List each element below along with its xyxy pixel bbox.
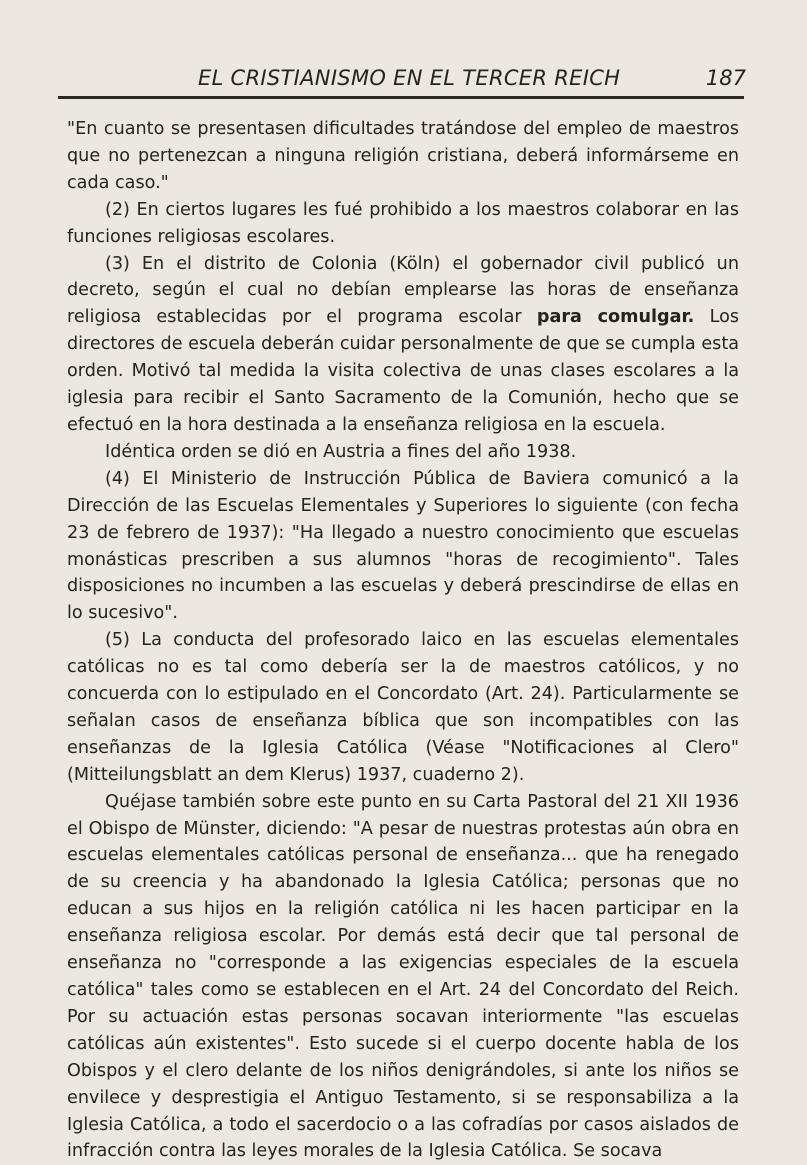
- paragraph-3: [67, 251, 739, 439]
- body-text: [67, 116, 739, 1165]
- running-title: EL CRISTIANISMO EN EL TERCER REICH: [198, 66, 621, 90]
- page-number: 187: [705, 66, 746, 90]
- header-rule: [58, 96, 744, 99]
- paragraph-quote-end: "En cuanto se presentasen dificultades tratándose del empleo de maestros que no pertenezcan a ninguna religión cristiana, deberá informárseme en cada caso.": [67, 119, 739, 193]
- paragraph-3-emphasis: para comulgar.: [536, 307, 695, 328]
- paragraph-3-text-a: (3) En el distrito de Colonia (Köln) el gobernador civil publicó un decreto, según el cual no debían emplearse las horas de enseñanza religiosa establecidas por el programa escolar: [67, 253, 739, 328]
- paragraph-4: (4) El Ministerio de Instrucción Pública de Baviera comunicó a la Dirección de las Escuelas Elementales y Superiores lo siguiente (con fecha 23 de febrero de 1937): "Ha llegado a nuestro conocimiento que escuelas monásticas prescriben a sus alumnos "horas de recogimiento". Tales disposiciones no incumben a las escuelas y deberá prescindirse de ellas en lo sucesivo".: [67, 468, 739, 624]
- paragraph-pastoral-letter: Quéjase también sobre este punto en su Carta Pastoral del 21 XII 1936 el Obispo de Münster, diciendo: "A pesar de nuestras protestas aún obra en escuelas elementales católicas personal de enseñanza... que ha renegado de su creencia y ha abandonado la Iglesia Católica; personas que no educan a sus hijos en la religión católica ni les hacen participar en la enseñanza religiosa escolar. Por demás está decir que tal personal de enseñanza no "corresponde a las exigencias especiales de la escuela católica" tales como se establecen en el Art. 24 del Concordato del Reich. Por su actuación estas personas socavan interiormente "las escuelas católicas aún existentes". Esto sucede si el cuerpo docente habla de los Obispos y el clero delante de los niños denigrándoles, si ante los niños se envilece y desprestigia el Antiguo Testamento, si se responsabiliza a la Iglesia Católica, a todo el sacerdocio o a las cofradías por casos aislados de infracción contra las leyes morales de la Iglesia Católica. Se socava: [67, 791, 739, 1162]
- paragraph-2: (2) En ciertos lugares les fué prohibido a los maestros colaborar en las funciones religiosas escolares.: [67, 199, 739, 247]
- page-header: [58, 58, 748, 98]
- paragraph-austria: Idéntica orden se dió en Austria a fines del año 1938.: [105, 441, 577, 462]
- paragraph-5: (5) La conducta del profesorado laico en las escuelas elementales católicas no es tal como debería ser la de maestros católicos, y no concuerda con lo estipulado en el Concordato (Art. 24). Particularmente se señalan casos de enseñanza bíblica que son incompatibles con las enseñanzas de la Iglesia Católica (Véase "Notificaciones al Clero" (Mitteilungsblatt an dem Klerus) 1937, cuaderno 2).: [67, 630, 739, 785]
- paragraph-3-text-b: Los directores de escuela deberán cuidar personalmente de que se cumpla esta orden. Motivó tal medida la visita colectiva de unas clases escolares a la iglesia para recibir el Santo Sacramento de la Comunión, hecho que se efectuó en la hora destinada a la enseñanza religiosa en la escuela.: [67, 307, 740, 435]
